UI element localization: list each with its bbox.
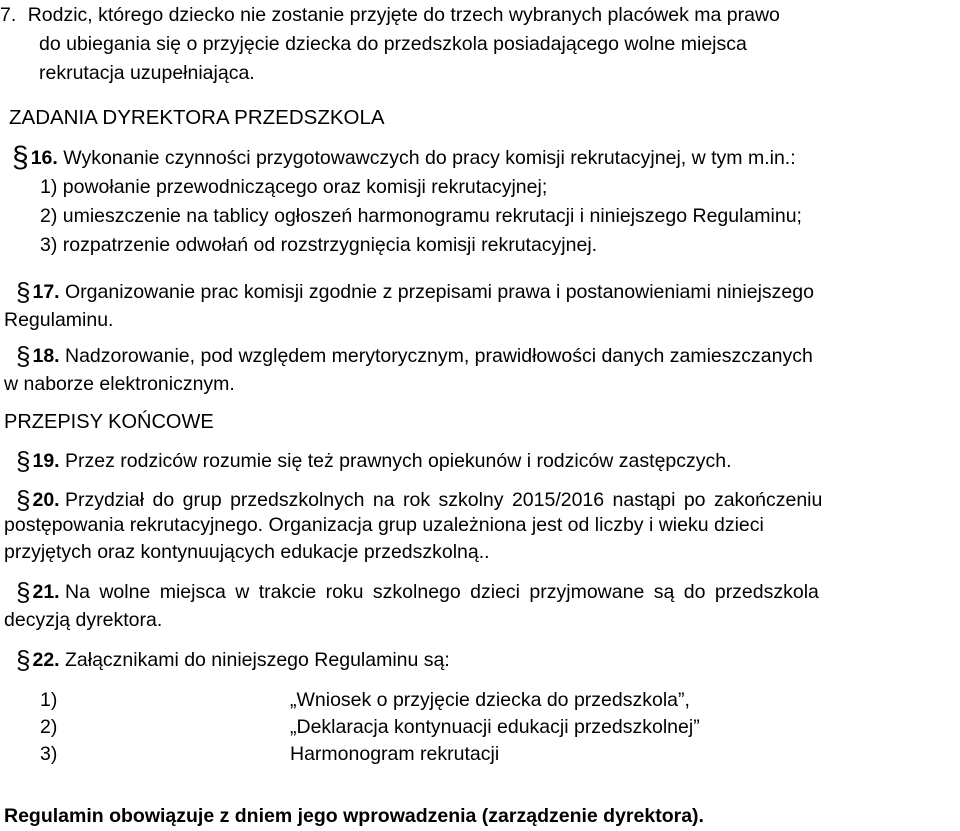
section-sign-21: § <box>16 577 31 607</box>
p20-text-line3: przyjętych oraz kontynuujących edukacje przedszkolną.. <box>4 541 490 563</box>
p16-line <box>12 141 796 174</box>
section-sign-19: § <box>16 446 31 476</box>
attachment-1-number: 1) <box>40 689 58 711</box>
section-sign-16: § <box>12 141 29 174</box>
attachment-2-number: 2) <box>40 716 58 738</box>
p16-item-1: 1) powołanie przewodniczącego oraz komisji rekrutacyjnej; <box>40 176 548 198</box>
p21-line1 <box>16 577 819 607</box>
attachment-3-title: Harmonogram rekrutacji <box>290 743 500 765</box>
p18-text-line1: Nadzorowanie, pod względem merytorycznym, prawidłowości danych zamieszczanych <box>65 345 813 367</box>
p22-text: Załącznikami do niniejszego Regulaminu są: <box>65 649 450 671</box>
p19-line <box>16 446 732 476</box>
p17-number: 17. <box>32 281 60 303</box>
section-sign-22: § <box>16 645 31 675</box>
p17-line1 <box>16 277 814 307</box>
section-sign-20: § <box>16 485 31 515</box>
p7-line1 <box>0 3 780 27</box>
p20-number: 20. <box>32 489 60 511</box>
attachment-2-title: „Deklaracja kontynuacji edukacji przedszkolnej” <box>290 716 700 738</box>
p18-line1 <box>16 341 813 371</box>
p18-text-line2: w naborze elektronicznym. <box>4 373 235 395</box>
p18-number: 18. <box>32 345 60 367</box>
p16-number: 16. <box>30 147 58 169</box>
attachment-1-title: „Wniosek o przyjęcie dziecka do przedszkola”, <box>290 689 690 711</box>
p7-text-line2: do ubiegania się o przyjęcie dziecka do przedszkola posiadającego wolne miejsca <box>39 33 747 55</box>
p16-item-3: 3) rozpatrzenie odwołań od rozstrzygnięcia komisji rekrutacyjnej. <box>40 234 598 256</box>
p17-text-line1: Organizowanie prac komisji zgodnie z przepisami prawa i postanowieniami niniejszego <box>65 281 814 303</box>
p20-text-line1: Przydział do grup przedszkolnych na rok szkolny 2015/2016 nastąpi po zakończeniu <box>65 489 823 511</box>
heading-przepisy-koncowe: PRZEPISY KOŃCOWE <box>4 411 214 433</box>
p7-text-line1: Rodzic, którego dziecko nie zostanie przyjęte do trzech wybranych placówek ma prawo <box>27 4 780 26</box>
section-sign-18: § <box>16 341 31 371</box>
p19-text: Przez rodziców rozumie się też prawnych opiekunów i rodziców zastępczych. <box>65 450 732 472</box>
p20-text-line2: postępowania rekrutacyjnego. Organizacja grup uzależniona jest od liczby i wieku dzieci <box>4 514 764 536</box>
p7-number: 7. <box>0 4 17 26</box>
p22-number: 22. <box>32 649 60 671</box>
p7-text-line3: rekrutacja uzupełniająca. <box>39 62 255 84</box>
p20-line1 <box>16 485 823 515</box>
p16-item-2: 2) umieszczenie na tablicy ogłoszeń harmonogramu rekrutacji i niniejszego Regulaminu; <box>40 205 802 227</box>
p16-text: Wykonanie czynności przygotowawczych do pracy komisji rekrutacyjnej, w tym m.in.: <box>63 147 796 169</box>
p17-text-line2: Regulaminu. <box>4 309 114 331</box>
p21-number: 21. <box>32 581 60 603</box>
heading-zadania-dyrektora: ZADANIA DYREKTORA PRZEDSZKOLA <box>9 106 385 129</box>
p19-number: 19. <box>32 450 60 472</box>
p21-text-line2: decyzją dyrektora. <box>4 609 163 631</box>
p21-text-line1: Na wolne miejsca w trakcie roku szkolnego dzieci przyjmowane są do przedszkola <box>65 581 819 603</box>
p22-line <box>16 645 450 675</box>
attachment-3-number: 3) <box>40 743 58 765</box>
regulation-effective-note: Regulamin obowiązuje z dniem jego wprowadzenia (zarządzenie dyrektora). <box>4 805 704 827</box>
section-sign-17: § <box>16 277 31 307</box>
